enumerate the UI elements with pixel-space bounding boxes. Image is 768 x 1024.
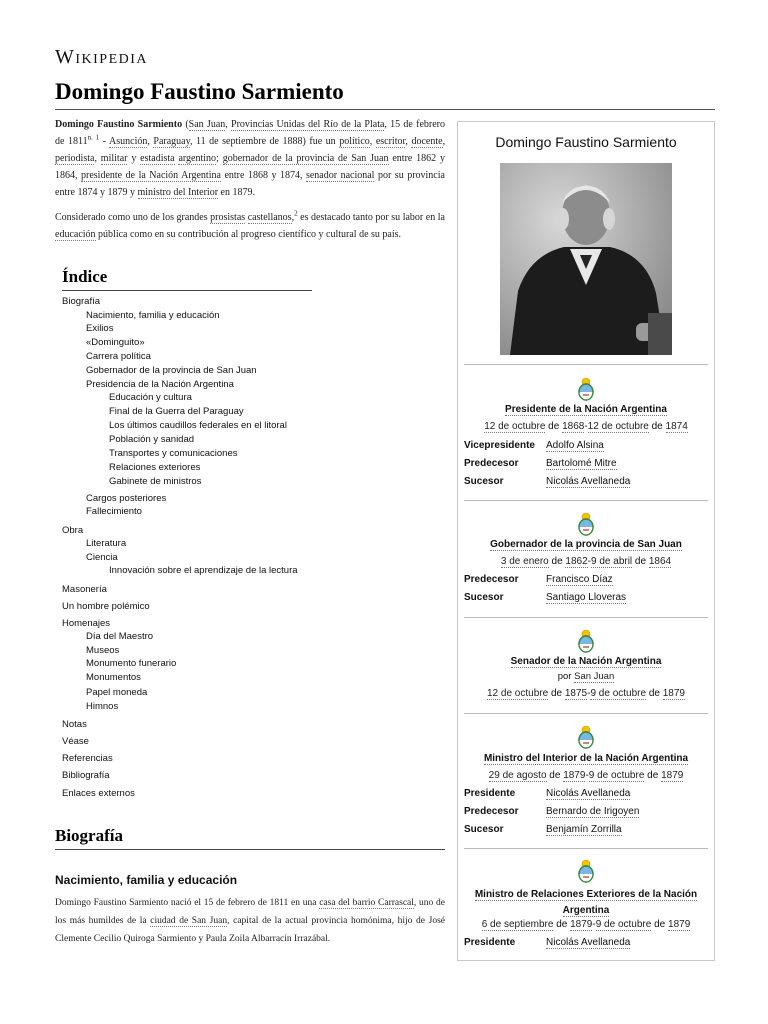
toc-item[interactable]: Gabinete de ministros [109, 476, 202, 487]
wikipedia-logo[interactable]: Wikipedia [55, 46, 149, 68]
text-run: , [369, 136, 376, 147]
date-link[interactable]: 29 de agosto [488, 770, 547, 781]
toc-item[interactable]: Obra [62, 525, 84, 536]
infobox-row-value[interactable]: Nicolás Avellaneda [546, 788, 631, 799]
text-run: , [147, 136, 154, 147]
infobox-row-value[interactable]: Benjamín Zorrilla [546, 824, 622, 835]
subtitle-link[interactable]: San Juan [574, 671, 615, 682]
inline-link[interactable]: estadista [140, 153, 175, 164]
office-dates [458, 556, 714, 567]
infobox-row-value[interactable]: Bernardo de Irigoyen [546, 806, 640, 817]
inline-link[interactable]: político [339, 136, 370, 147]
infobox-row-value[interactable]: Francisco Díaz [546, 574, 613, 585]
section-paragraph [55, 894, 445, 948]
date-link[interactable]: 1879 [563, 770, 586, 781]
date-link[interactable]: 3 de enero [500, 556, 549, 567]
inline-link[interactable]: ministro del Interior [137, 187, 219, 198]
toc-item[interactable]: Museos [86, 645, 120, 656]
infobox-divider [464, 364, 708, 365]
toc-heading: Índice [62, 267, 108, 286]
toc-item[interactable]: Véase [62, 736, 89, 747]
infobox-row [464, 458, 708, 472]
infobox-row [464, 788, 708, 802]
text-run: es destacado tanto por su labor en la [297, 212, 445, 223]
office-dates [458, 421, 714, 432]
infobox-title: Domingo Faustino Sarmiento [495, 134, 677, 150]
toc-item[interactable]: Educación y cultura [109, 392, 192, 403]
infobox-divider [464, 617, 708, 618]
text-run: , 11 de septiembre de 1888) fue un [189, 136, 340, 147]
office-dates [458, 688, 714, 699]
intro-text [55, 116, 445, 251]
inline-link[interactable]: ciudad de San Juan [150, 916, 228, 926]
date-link[interactable]: 1868 [562, 421, 585, 432]
text-run: ; [216, 153, 223, 164]
infobox-row-label: Predecesor [464, 458, 519, 469]
coat-of-arms-icon [576, 376, 596, 402]
infobox [457, 121, 715, 961]
date-separator: - [584, 421, 588, 432]
toc-item[interactable]: Relaciones exteriores [109, 462, 201, 473]
page-title: Domingo Faustino Sarmiento [55, 79, 344, 104]
inline-link[interactable]: argentino [178, 153, 217, 164]
date-separator: de [545, 421, 563, 432]
inline-link[interactable]: presidente de la Nación Argentina [81, 170, 221, 181]
inline-link[interactable]: escritor [375, 136, 406, 147]
inline-link[interactable]: prosistas [210, 212, 246, 223]
infobox-row [464, 440, 708, 454]
coat-of-arms-icon [576, 724, 596, 750]
date-separator: de [648, 421, 666, 432]
date-separator: - [587, 556, 592, 567]
text-run: Considerado como uno de los grandes [55, 212, 211, 223]
inline-link[interactable]: periodista [55, 153, 95, 164]
text-run: , 15 de febrero de 1811 [55, 119, 445, 147]
section-heading-biografia: Biografía [55, 826, 123, 845]
section-divider [55, 849, 445, 850]
inline-link[interactable]: militar [100, 153, 128, 164]
office-title-text[interactable]: Gobernador de la provincia de San Juan [490, 539, 682, 550]
text-run: , [442, 136, 446, 147]
office-title-text[interactable]: Presidente de la Nación Argentina [505, 404, 667, 415]
inline-link[interactable]: San Juan [188, 119, 226, 130]
toc-item[interactable]: Presidencia de la Nación Argentina [86, 379, 234, 390]
toc-item[interactable]: Notas [62, 719, 87, 730]
inline-link[interactable]: Paraguay [153, 136, 190, 147]
footnote-ref[interactable]: 2 [294, 209, 298, 218]
infobox-row-label: Presidente [464, 937, 516, 948]
infobox-row [464, 937, 708, 951]
date-link[interactable]: 6 de septiembre [481, 919, 554, 930]
office-title[interactable] [458, 404, 714, 415]
date-link[interactable]: 9 de abril [591, 556, 633, 567]
date-separator: de [632, 556, 649, 567]
toc-item[interactable]: Papel moneda [86, 687, 148, 698]
intro-paragraph-2 [55, 209, 445, 243]
inline-link[interactable]: casa del barrio Carrascal [319, 898, 414, 908]
office-title[interactable] [458, 539, 714, 550]
toc-item[interactable]: Literatura [86, 538, 127, 549]
date-link[interactable]: 1864 [648, 556, 672, 567]
coat-of-arms-icon [576, 858, 596, 884]
date-link[interactable]: 1879 [662, 688, 685, 699]
text-run: Domingo Faustino Sarmiento nació el 15 de febrero de 1811 en una [55, 898, 320, 908]
toc-item[interactable]: «Dominguito» [86, 337, 145, 348]
date-separator: de [644, 770, 662, 781]
date-link[interactable]: 12 de octubre [484, 421, 546, 432]
date-link[interactable]: 1879 [668, 919, 691, 930]
inline-link[interactable]: docente [411, 136, 443, 147]
office-title-text[interactable]: Ministro del Interior de la Nación Argentina [483, 753, 689, 764]
infobox-divider [464, 848, 708, 849]
infobox-row-label: Sucesor [464, 476, 504, 487]
subtitle-prefix: por [557, 671, 575, 682]
date-separator: - [585, 770, 589, 781]
toc-item[interactable]: Biografía [62, 296, 101, 307]
inline-link[interactable]: gobernador de la provincia de San Juan [222, 153, 389, 164]
toc-item[interactable]: Ciencia [86, 552, 118, 563]
date-link[interactable]: 12 de octubre [587, 421, 649, 432]
toc-item[interactable]: Innovación sobre el aprendizaje de la lectura [109, 565, 298, 576]
date-separator: de [553, 919, 571, 930]
date-link[interactable]: 1879 [661, 770, 684, 781]
toc-item[interactable]: Día del Maestro [86, 631, 154, 642]
toc-item[interactable]: Enlaces externos [62, 788, 135, 799]
office-dates [458, 770, 714, 781]
date-link[interactable]: 1879 [570, 919, 593, 930]
subsection-heading: Nacimiento, familia y educación [55, 873, 238, 887]
infobox-row-value[interactable]: Adolfo Alsina [546, 440, 604, 451]
toc-item[interactable]: Transportes y comunicaciones [109, 448, 238, 459]
date-separator: de [548, 556, 566, 567]
toc-item[interactable]: Nacimiento, familia y educación [86, 310, 220, 321]
bold-text: Domingo Faustino Sarmiento [55, 119, 183, 130]
infobox-row-value[interactable]: Nicolás Avellaneda [546, 937, 631, 948]
date-link[interactable]: 1862 [565, 556, 588, 567]
office-title[interactable] [458, 656, 714, 667]
date-link[interactable]: 1875 [564, 688, 588, 699]
text-run: , [94, 153, 101, 164]
date-link[interactable]: 12 de octubre [487, 688, 549, 699]
toc-divider [62, 290, 312, 291]
portrait-illustration [500, 163, 672, 355]
toc-item[interactable]: Carrera política [86, 351, 151, 362]
office-title[interactable] [458, 753, 714, 764]
portrait-photo[interactable] [500, 163, 672, 355]
date-separator: - [587, 688, 591, 699]
infobox-row-label: Sucesor [464, 592, 504, 603]
infobox-row-value[interactable]: Bartolomé Mitre [546, 458, 617, 469]
toc-item[interactable]: Final de la Guerra del Paraguay [109, 406, 244, 417]
office-title-text[interactable]: Senador de la Nación Argentina [510, 656, 662, 667]
toc-item[interactable]: Fallecimiento [86, 506, 142, 517]
text-run: , [291, 212, 295, 223]
infobox-row-label: Predecesor [464, 574, 519, 585]
text-run: por su provincia entre 1874 y 1879 y [55, 170, 445, 198]
toc-item[interactable]: Referencias [62, 753, 113, 764]
date-separator: de [548, 688, 565, 699]
date-link[interactable]: 1874 [665, 421, 688, 432]
toc-item[interactable]: Población y sanidad [109, 434, 195, 445]
office-dates [458, 919, 714, 930]
infobox-row-label: Presidente [464, 788, 516, 799]
infobox-divider [464, 713, 708, 714]
inline-link[interactable]: Provincias Unidas del Río de la Plata [231, 119, 385, 130]
text-run: entre 1862 y 1864, [55, 153, 446, 181]
text-run: , [225, 119, 232, 130]
text-run: y [127, 153, 141, 164]
toc-item[interactable]: Gobernador de la provincia de San Juan [86, 365, 257, 376]
toc-item[interactable]: Himnos [86, 701, 119, 712]
infobox-row-label: Vicepresidente [464, 440, 535, 451]
toc-item[interactable]: Masonería [62, 584, 107, 595]
date-link[interactable]: 9 de octubre [588, 770, 645, 781]
toc-item[interactable]: Los últimos caudillos federales en el litoral [109, 420, 287, 431]
infobox-divider [464, 500, 708, 501]
infobox-row-label: Sucesor [464, 824, 504, 835]
text-run: , [405, 136, 412, 147]
infobox-row [464, 824, 708, 838]
text-run: entre 1868 y 1874, [220, 170, 306, 181]
coat-of-arms-icon [576, 628, 596, 654]
infobox-row [464, 806, 708, 820]
text-run: , uno de los más humildes de la [55, 898, 445, 926]
text-run: en 1879. [218, 187, 255, 198]
date-link[interactable]: 9 de octubre [590, 688, 647, 699]
infobox-row [464, 574, 708, 588]
text-run: ( [182, 119, 189, 130]
infobox-row [464, 592, 708, 606]
date-separator: de [646, 688, 663, 699]
date-link[interactable]: 9 de octubre [595, 919, 652, 930]
infobox-row-value[interactable]: Santiago Lloveras [546, 592, 627, 603]
toc-item[interactable]: Cargos posteriores [86, 493, 167, 504]
coat-of-arms-icon [576, 511, 596, 537]
toc-item[interactable]: Monumentos [86, 672, 141, 683]
infobox-row [464, 476, 708, 490]
toc-item[interactable]: Bibliografía [62, 770, 110, 781]
title-divider [55, 109, 715, 110]
toc-item[interactable]: Homenajes [62, 618, 111, 629]
inline-link[interactable]: senador nacional [305, 170, 375, 181]
inline-link[interactable]: educación [55, 229, 96, 240]
toc-item[interactable]: Un hombre polémico [62, 601, 150, 612]
date-separator: de [546, 770, 564, 781]
inline-link[interactable]: castellanos [247, 212, 292, 223]
footnote-ref[interactable]: n. 1 [87, 133, 100, 142]
text-run: - [99, 136, 110, 147]
inline-link[interactable]: Asunción [109, 136, 148, 147]
text-run: , capital de la actual provincia homónima, hijo de José Clemente Cecilio Quiroga Sarmiento y Paula Zoila Albarracín Irrazábal. [55, 916, 446, 944]
intro-paragraph-1 [55, 116, 445, 201]
toc-item[interactable]: Monumento funerario [86, 658, 177, 669]
office-title-text[interactable]: Ministro de Relaciones Exteriores de la Nación Argentina [474, 889, 698, 916]
date-separator: - [592, 919, 596, 930]
office-subtitle [458, 671, 714, 682]
office-title[interactable] [464, 887, 708, 919]
infobox-row-value[interactable]: Nicolás Avellaneda [546, 476, 631, 487]
toc-item[interactable]: Exilios [86, 323, 114, 334]
infobox-row-label: Predecesor [464, 806, 519, 817]
date-separator: de [651, 919, 669, 930]
text-run: pública como en su contribución al progreso científico y cultural de su país. [95, 229, 402, 240]
